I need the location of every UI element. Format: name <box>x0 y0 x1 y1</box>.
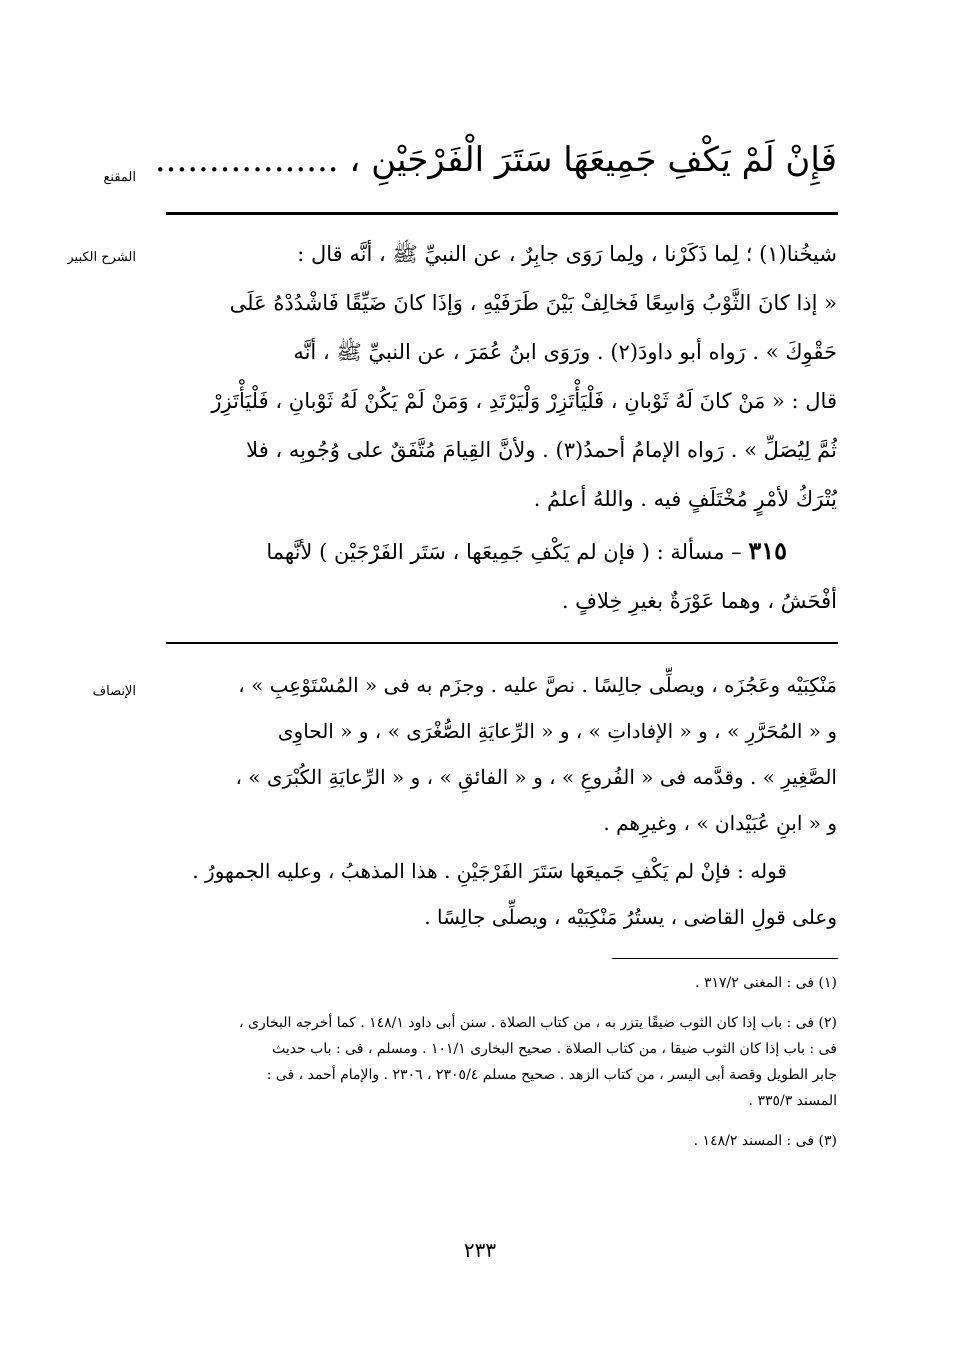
footnote: (٢) فى : باب إذا كان الثوب ضيقًا يتزر به ، من كتاب الصلاة . سنن أبى داود ١٤٨/١ . كما أخرجه البخارى ، <box>239 1015 837 1031</box>
masala-line <box>165 526 837 577</box>
section-rule <box>166 642 838 644</box>
footnote: فى : باب إذا كان الثوب ضيقا ، من كتاب الصلاة . صحيح البخارى ١٠١/١ . ومسلم ، فى : باب حديث <box>272 1041 837 1057</box>
sharh-text <box>165 230 837 524</box>
margin-label-muqni: المقنع <box>103 170 136 185</box>
margin-label-insaf: الإنصاف <box>92 684 136 699</box>
margin-label-sharh: الشرح الكبير <box>67 250 136 265</box>
sharh-line: قال : « مَنْ كانَ لَهُ ثَوْبانِ ، فَلْيَأْتَزِرْ وَلْيَرْتَدِ ، وَمَنْ لَمْ يَكُنْ لَهُ ثَوْبانِ ، فَلْيَأْتَزِرْ <box>211 389 837 413</box>
insaf-line: و « المُحَرَّرِ » ، و « الإفاداتِ » ، و « الرِّعايَةِ الصُّغْرَى » ، و « الحاوِى <box>277 719 837 743</box>
footnotes <box>147 970 837 1154</box>
page-number: ٢٣٣ <box>463 1238 497 1262</box>
section-heading: فَإِنْ لَمْ يَكْفِ جَمِيعَهَا سَتَرَ الْفَرْجَيْنِ ، ................. <box>154 140 837 180</box>
sharh-line: شيخُنا(١) ؛ لِما ذَكَرْنا ، ولِما رَوَى جابِرٌ ، عن النبيِّ ﷺ ، أنَّه قال : <box>297 242 837 266</box>
sharh-line: يُتْرَكُ لأمْرٍ مُخْتَلَفٍ فيه . واللهُ أعلمُ . <box>533 487 837 511</box>
sharh-line: حَقْوِكَ » . رَواه أبو داودَ(٢) . ورَوَى ابنُ عُمَرَ ، عن النبيِّ ﷺ ، أنَّه <box>293 340 837 364</box>
insaf-line: قوله : فإنْ لم يَكْفِ جَميعَها سَتَرَ الفَرْجَيْنِ . هذا المذهبُ ، وعليه الجمهورُ . <box>192 859 787 883</box>
sharh-line: ثُمَّ لِيُصَلِّ » . رَواه الإمامُ أحمدُ(٣) . ولأنَّ القِيامَ مُتَّفَقٌ على وُجُوبِه ، فلا <box>246 438 837 462</box>
insaf-line: مَنْكِبَيْه وعَجُزَه ، ويصلِّى جالِسًا . نصَّ عليه . وجزَم به فى « المُسْتَوْعِبِ » ، <box>238 673 837 697</box>
footnote-rule <box>612 958 838 959</box>
footnote: (٣) فى : المسند ١٤٨/٢ . <box>693 1133 837 1149</box>
insaf-line: الصَّغِيرِ » . وقدَّمه فى « الفُروعِ » ، و « الفائقِ » ، و « الرِّعايَةِ الكُبْرَى » ، <box>235 765 837 789</box>
masala-number: ٣١٥ <box>748 536 787 565</box>
footnote: (١) فى : المغنى ٣١٧/٢ . <box>695 975 837 991</box>
masala-line: أفْحَشُ ، وهما عَوْرَةٌ بغيرِ خِلافٍ . <box>561 589 837 613</box>
insaf-line: وعلى قولِ القاضى ، يستُرُ مَنْكِبَيْه ، ويصلِّى جالِسًا . <box>424 905 837 929</box>
insaf-text <box>165 662 837 846</box>
footnote: جابر الطويل وقصة أبى اليسر ، من كتاب الزهد . صحيح مسلم ٢٣٠٥/٤ ، ٢٣٠٦ . والإمام أحمد ، فى : <box>266 1067 837 1083</box>
header-rule <box>166 212 838 215</box>
footnote: المسند ٣٣٥/٣ . <box>748 1093 837 1109</box>
insaf-para2 <box>165 848 837 940</box>
masala-text: – مسألة : ( فإن لم يَكْفِ جَمِيعَها ، سَتَر الفَرْجَيْن ) لأنَّهما <box>266 540 742 564</box>
masala-block <box>165 526 837 626</box>
insaf-line: و « ابنِ عُبَيْدان » ، وغيرِهم . <box>603 811 837 835</box>
sharh-line: « إذا كانَ الثَّوْبُ وَاسِعًا فَخالِفْ بَيْنَ طَرَفَيْهِ ، وَإذَا كانَ ضَيِّقًا فَاشْدُدْهُ عَلَى <box>229 291 837 315</box>
